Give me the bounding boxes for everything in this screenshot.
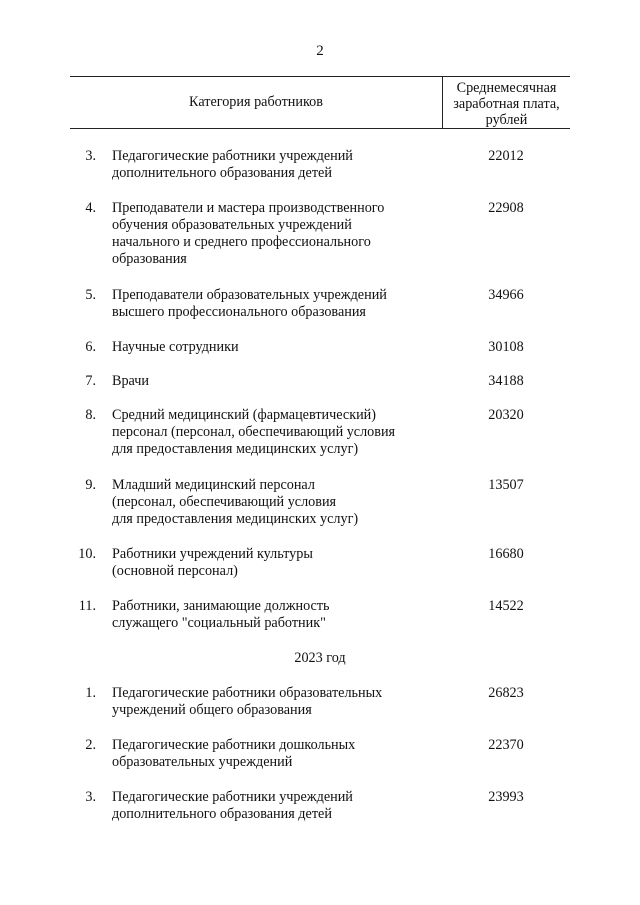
header-salary-line: Среднемесячная bbox=[456, 80, 557, 96]
row-category: Преподаватели образовательных учреждений высшего профессионального образования bbox=[112, 287, 387, 320]
row-salary: 22012 bbox=[488, 148, 524, 164]
row-category: Научные сотрудники bbox=[112, 339, 239, 355]
year-heading-2023: 2023 год bbox=[294, 650, 346, 666]
row-salary: 34188 bbox=[488, 373, 524, 389]
row-number: 9. bbox=[85, 477, 96, 493]
header-salary-line: заработная плата, bbox=[453, 96, 560, 112]
row-number: 8. bbox=[85, 407, 96, 423]
row-category: Педагогические работники образовательных учреждений общего образования bbox=[112, 685, 383, 718]
row-category: Работники учреждений культуры (основной персонал) bbox=[112, 546, 313, 579]
row-number: 3. bbox=[85, 148, 96, 164]
header-salary bbox=[443, 80, 570, 128]
row-salary: 22908 bbox=[488, 200, 524, 216]
row-number: 5. bbox=[85, 287, 96, 303]
row-number: 10. bbox=[78, 546, 96, 562]
row-number: 3. bbox=[85, 789, 96, 805]
row-category: Средний медицинский (фармацевтический) персонал (персонал, обеспечивающий условия для предоставления медицинских услуг) bbox=[112, 407, 396, 457]
row-category: Педагогические работники дошкольных образовательных учреждений bbox=[112, 737, 356, 770]
row-salary: 26823 bbox=[488, 685, 524, 701]
row-salary: 23993 bbox=[488, 789, 524, 805]
row-number: 1. bbox=[85, 685, 96, 701]
row-salary: 14522 bbox=[488, 598, 524, 614]
row-salary: 22370 bbox=[488, 737, 524, 753]
row-category: Младший медицинский персонал (персонал, обеспечивающий условия для предоставления медицинских услуг) bbox=[112, 477, 359, 527]
row-category: Работники, занимающие должность служащего "социальный работник" bbox=[112, 598, 330, 631]
page-number: 2 bbox=[316, 43, 324, 59]
row-category: Педагогические работники учреждений дополнительного образования детей bbox=[112, 789, 353, 822]
row-category: Врачи bbox=[112, 373, 150, 389]
row-category: Педагогические работники учреждений дополнительного образования детей bbox=[112, 148, 353, 181]
row-number: 7. bbox=[85, 373, 96, 389]
row-salary: 16680 bbox=[488, 546, 524, 562]
table-header-bottom-rule bbox=[70, 128, 570, 129]
row-salary: 13507 bbox=[488, 477, 524, 493]
row-salary: 20320 bbox=[488, 407, 524, 423]
header-category: Категория работников bbox=[189, 94, 323, 110]
table-header-top-rule bbox=[70, 76, 570, 77]
row-number: 11. bbox=[78, 598, 96, 614]
header-salary-line: рублей bbox=[485, 112, 528, 128]
row-number: 4. bbox=[85, 200, 96, 216]
row-number: 6. bbox=[85, 339, 96, 355]
row-salary: 34966 bbox=[488, 287, 524, 303]
row-salary: 30108 bbox=[488, 339, 524, 355]
row-number: 2. bbox=[85, 737, 96, 753]
row-category: Преподаватели и мастера производственного обучения образовательных учреждений начального и среднего профессионального образования bbox=[112, 200, 385, 267]
